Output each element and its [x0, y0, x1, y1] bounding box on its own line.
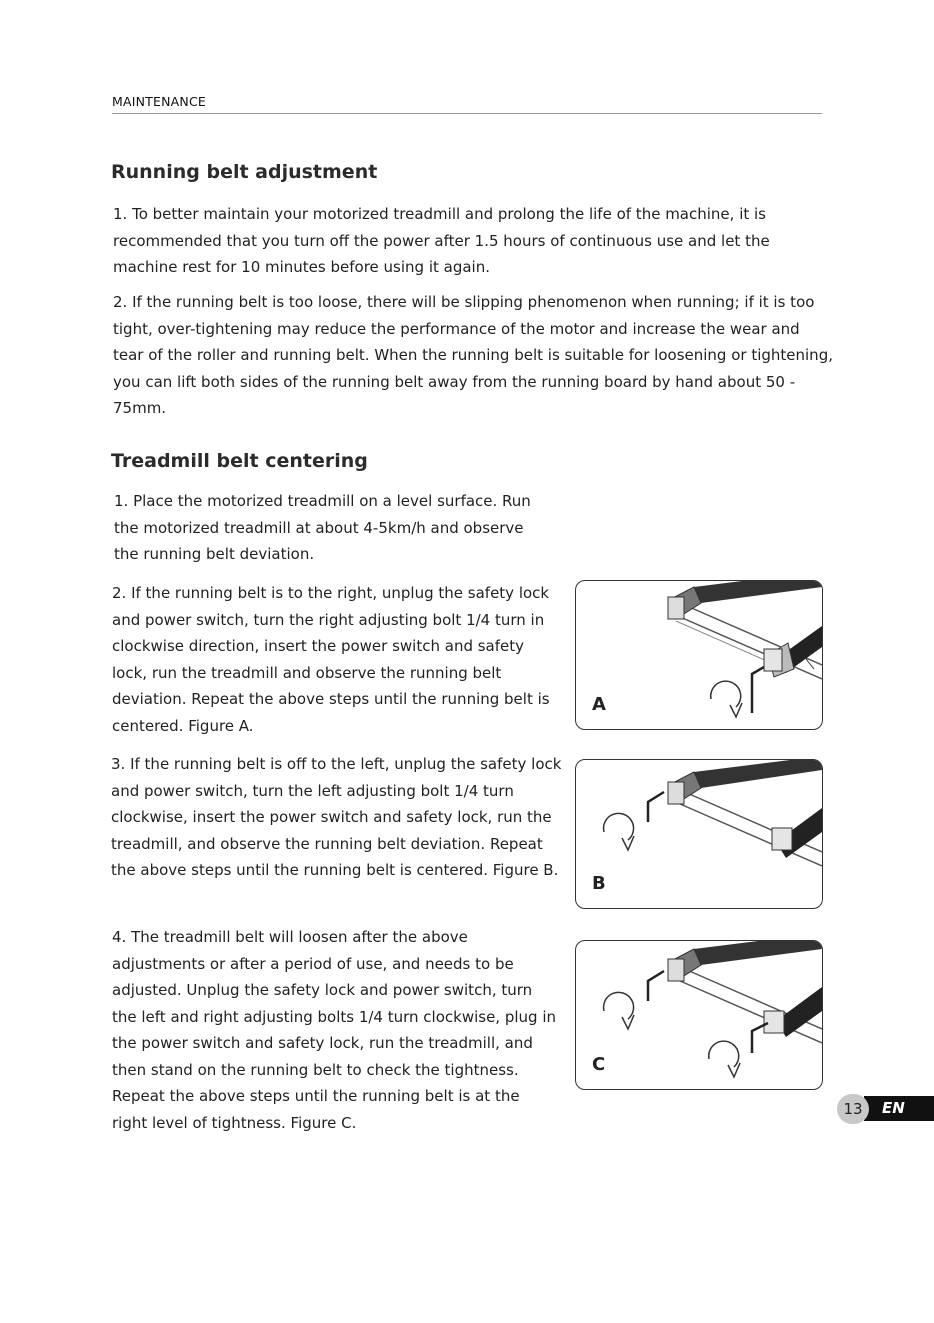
figure-a-label: A: [592, 694, 606, 715]
treadmill-left-bolt-illustration: [576, 760, 822, 908]
section-header: MAINTENANCE: [112, 94, 206, 109]
figure-c: [575, 940, 823, 1090]
adjustment-paragraph-1: 1. To better maintain your motorized treadmill and prolong the life of the machine, it is recommended that you turn off the power after 1.5 hours of continuous use and let the machine rest for 10 minutes before using it again.: [113, 205, 770, 276]
figure-b-label: B: [592, 873, 606, 894]
header-divider: [112, 113, 822, 114]
page-number: 13: [837, 1094, 869, 1124]
figure-b: [575, 759, 823, 909]
centering-paragraph-2: 2. If the running belt is to the right, unplug the safety lock and power switch, turn the right adjusting bolt 1/4 turn in clockwise direction, insert the power switch and safety lock, run the treadmill and observe the running belt deviation. Repeat the above steps until the running belt is centered. Figure A.: [112, 584, 550, 735]
centering-paragraph-4: 4. The treadmill belt will loosen after the above adjustments or after a period of use, and needs to be adjusted. Unplug the safety lock and power switch, turn the left and right adjusting bolts 1/4 turn clockwise, plug in the power switch and safety lock, run the treadmill, and then stand on the running belt to check the tightness. Repeat the above steps until the running belt is at the right level of tightness. Figure C.: [112, 928, 557, 1132]
treadmill-right-bolt-illustration: [576, 581, 822, 729]
centering-paragraph-3: 3. If the running belt is off to the left, unplug the safety lock and power switch, turn the left adjusting bolt 1/4 turn clockwise, insert the power switch and safety lock, run the treadmill, and observe the running belt deviation. Repeat the above steps until the running belt is centered. Figure B.: [111, 755, 562, 879]
figure-c-label: C: [592, 1054, 606, 1075]
belt-centering-heading: Treadmill belt centering: [111, 450, 368, 472]
figure-a: [575, 580, 823, 730]
treadmill-both-bolts-illustration: [576, 941, 822, 1089]
adjustment-paragraph-2: 2. If the running belt is too loose, there will be slipping phenomenon when running; if it is too tight, over-tightening may reduce the performance of the motor and increase the wear and tear of the roller and running belt. When the running belt is suitable for loosening or tightening, you can lift both sides of the running belt away from the running board by hand about 50 - 75mm.: [113, 293, 833, 417]
language-tab: EN: [864, 1096, 934, 1121]
running-belt-adjustment-heading: Running belt adjustment: [111, 161, 378, 183]
centering-paragraph-1: 1. Place the motorized treadmill on a level surface. Run the motorized treadmill at about 4-5km/h and observe the running belt deviation.: [114, 492, 531, 563]
